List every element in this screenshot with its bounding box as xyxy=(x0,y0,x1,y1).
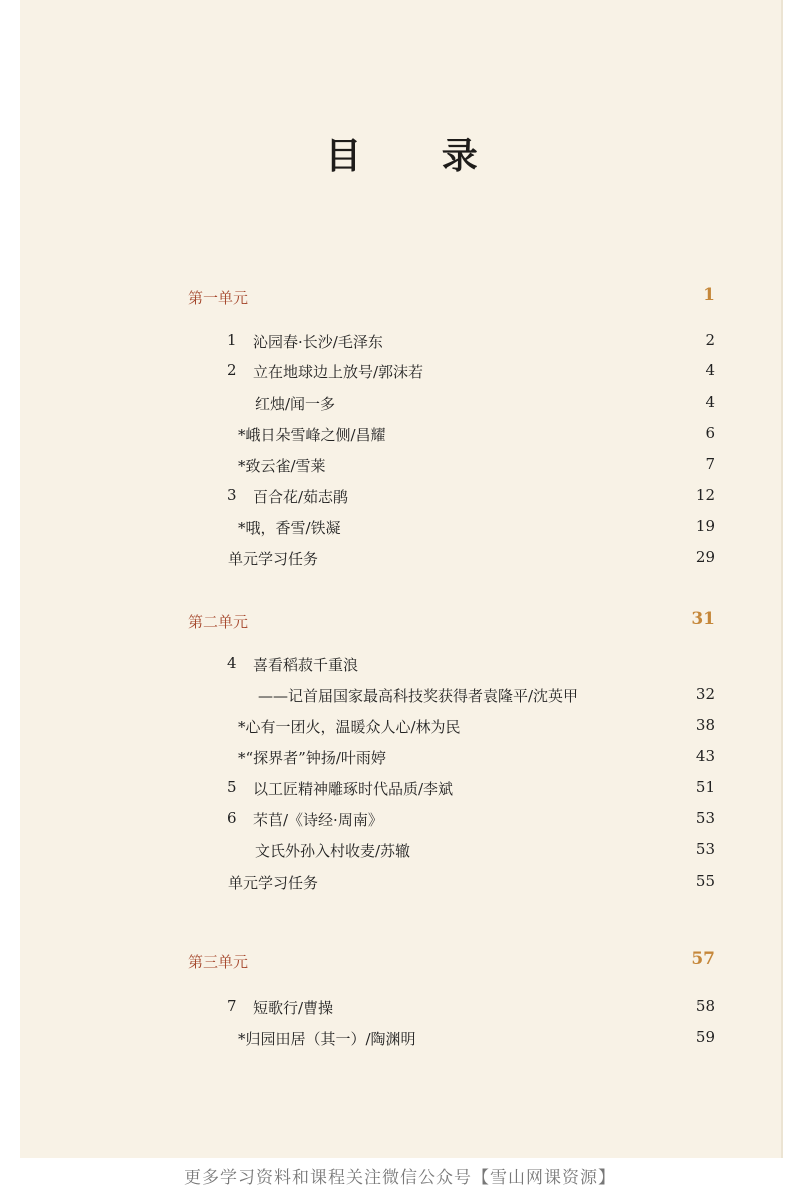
entry-title: 文氏外孙入村收麦/苏辙 xyxy=(255,842,411,860)
unit-page: 31 xyxy=(691,609,715,629)
entry-title: *归园田居（其一）/陶渊明 xyxy=(238,1030,416,1048)
entry-title: *致云雀/雪莱 xyxy=(238,457,326,475)
watermark-footer: 更多学习资料和课程关注微信公众号【雪山网课资源】 xyxy=(184,1168,616,1188)
entry-page: 51 xyxy=(695,778,715,796)
toc-entry xyxy=(20,809,783,835)
entry-number: 1 xyxy=(227,331,237,349)
toc-entry xyxy=(20,486,783,512)
unit-page: 57 xyxy=(691,949,715,969)
toc-entry xyxy=(20,393,783,419)
unit-name: 第三单元 xyxy=(188,953,249,971)
entry-title: 红烛/闻一多 xyxy=(255,395,336,413)
unit-heading xyxy=(20,287,783,313)
toc-entry xyxy=(20,685,783,711)
toc-entry xyxy=(20,654,783,680)
toc-entry xyxy=(20,361,783,387)
toc-entry xyxy=(20,548,783,574)
entry-title: 短歌行/曹操 xyxy=(253,999,334,1017)
toc-entry xyxy=(20,1028,783,1054)
unit-page: 1 xyxy=(703,285,715,305)
entry-page: 58 xyxy=(695,997,715,1015)
entry-title: *“探界者”钟扬/叶雨婷 xyxy=(238,749,386,767)
unit-heading xyxy=(20,951,783,977)
toc-entry xyxy=(20,455,783,481)
entry-title: 以工匠精神雕琢时代品质/李斌 xyxy=(253,780,454,798)
entry-number: 7 xyxy=(227,997,237,1015)
entry-page: 2 xyxy=(705,331,715,349)
unit-name: 第一单元 xyxy=(188,289,249,307)
entry-title: 沁园春·长沙/毛泽东 xyxy=(253,333,383,351)
toc-entry xyxy=(20,840,783,866)
entry-page: 4 xyxy=(705,361,715,379)
entry-number: 3 xyxy=(227,486,237,504)
entry-title: *哦，香雪/铁凝 xyxy=(238,519,341,537)
entry-page: 12 xyxy=(695,486,715,504)
toc-entry xyxy=(20,997,783,1023)
entry-page: 38 xyxy=(695,716,715,734)
page-title: 目 录 xyxy=(325,135,512,177)
entry-title: 芣苢/《诗经·周南》 xyxy=(253,811,383,829)
entry-title: 立在地球边上放号/郭沫若 xyxy=(253,363,424,381)
entry-page: 4 xyxy=(705,393,715,411)
entry-title: *峨日朵雪峰之侧/昌耀 xyxy=(238,426,386,444)
entry-title: 单元学习任务 xyxy=(228,874,319,892)
entry-page: 29 xyxy=(695,548,715,566)
entry-number: 6 xyxy=(227,809,237,827)
entry-page: 7 xyxy=(705,455,715,473)
entry-page: 43 xyxy=(695,747,715,765)
unit-name: 第二单元 xyxy=(188,613,249,631)
entry-title: *心有一团火，温暖众人心/林为民 xyxy=(238,718,461,736)
toc-entry xyxy=(20,424,783,450)
entry-page: 53 xyxy=(695,840,715,858)
toc-entry xyxy=(20,747,783,773)
toc-entry xyxy=(20,517,783,543)
entry-number: 5 xyxy=(227,778,237,796)
entry-page: 53 xyxy=(695,809,715,827)
entry-page: 59 xyxy=(695,1028,715,1046)
entry-title: ——记首届国家最高科技奖获得者袁隆平/沈英甲 xyxy=(258,687,579,705)
entry-title: 百合花/茹志鹃 xyxy=(253,488,349,506)
entry-title: 喜看稻菽千重浪 xyxy=(253,656,359,674)
entry-number: 2 xyxy=(227,361,237,379)
toc-entry xyxy=(20,716,783,742)
entry-page: 32 xyxy=(695,685,715,703)
entry-page: 19 xyxy=(695,517,715,535)
entry-number: 4 xyxy=(227,654,237,672)
toc-entry xyxy=(20,778,783,804)
entry-page: 55 xyxy=(695,872,715,890)
entry-title: 单元学习任务 xyxy=(228,550,319,568)
unit-heading xyxy=(20,611,783,637)
book-page xyxy=(20,0,783,1158)
toc-entry xyxy=(20,331,783,357)
toc-entry xyxy=(20,872,783,898)
entry-page: 6 xyxy=(705,424,715,442)
